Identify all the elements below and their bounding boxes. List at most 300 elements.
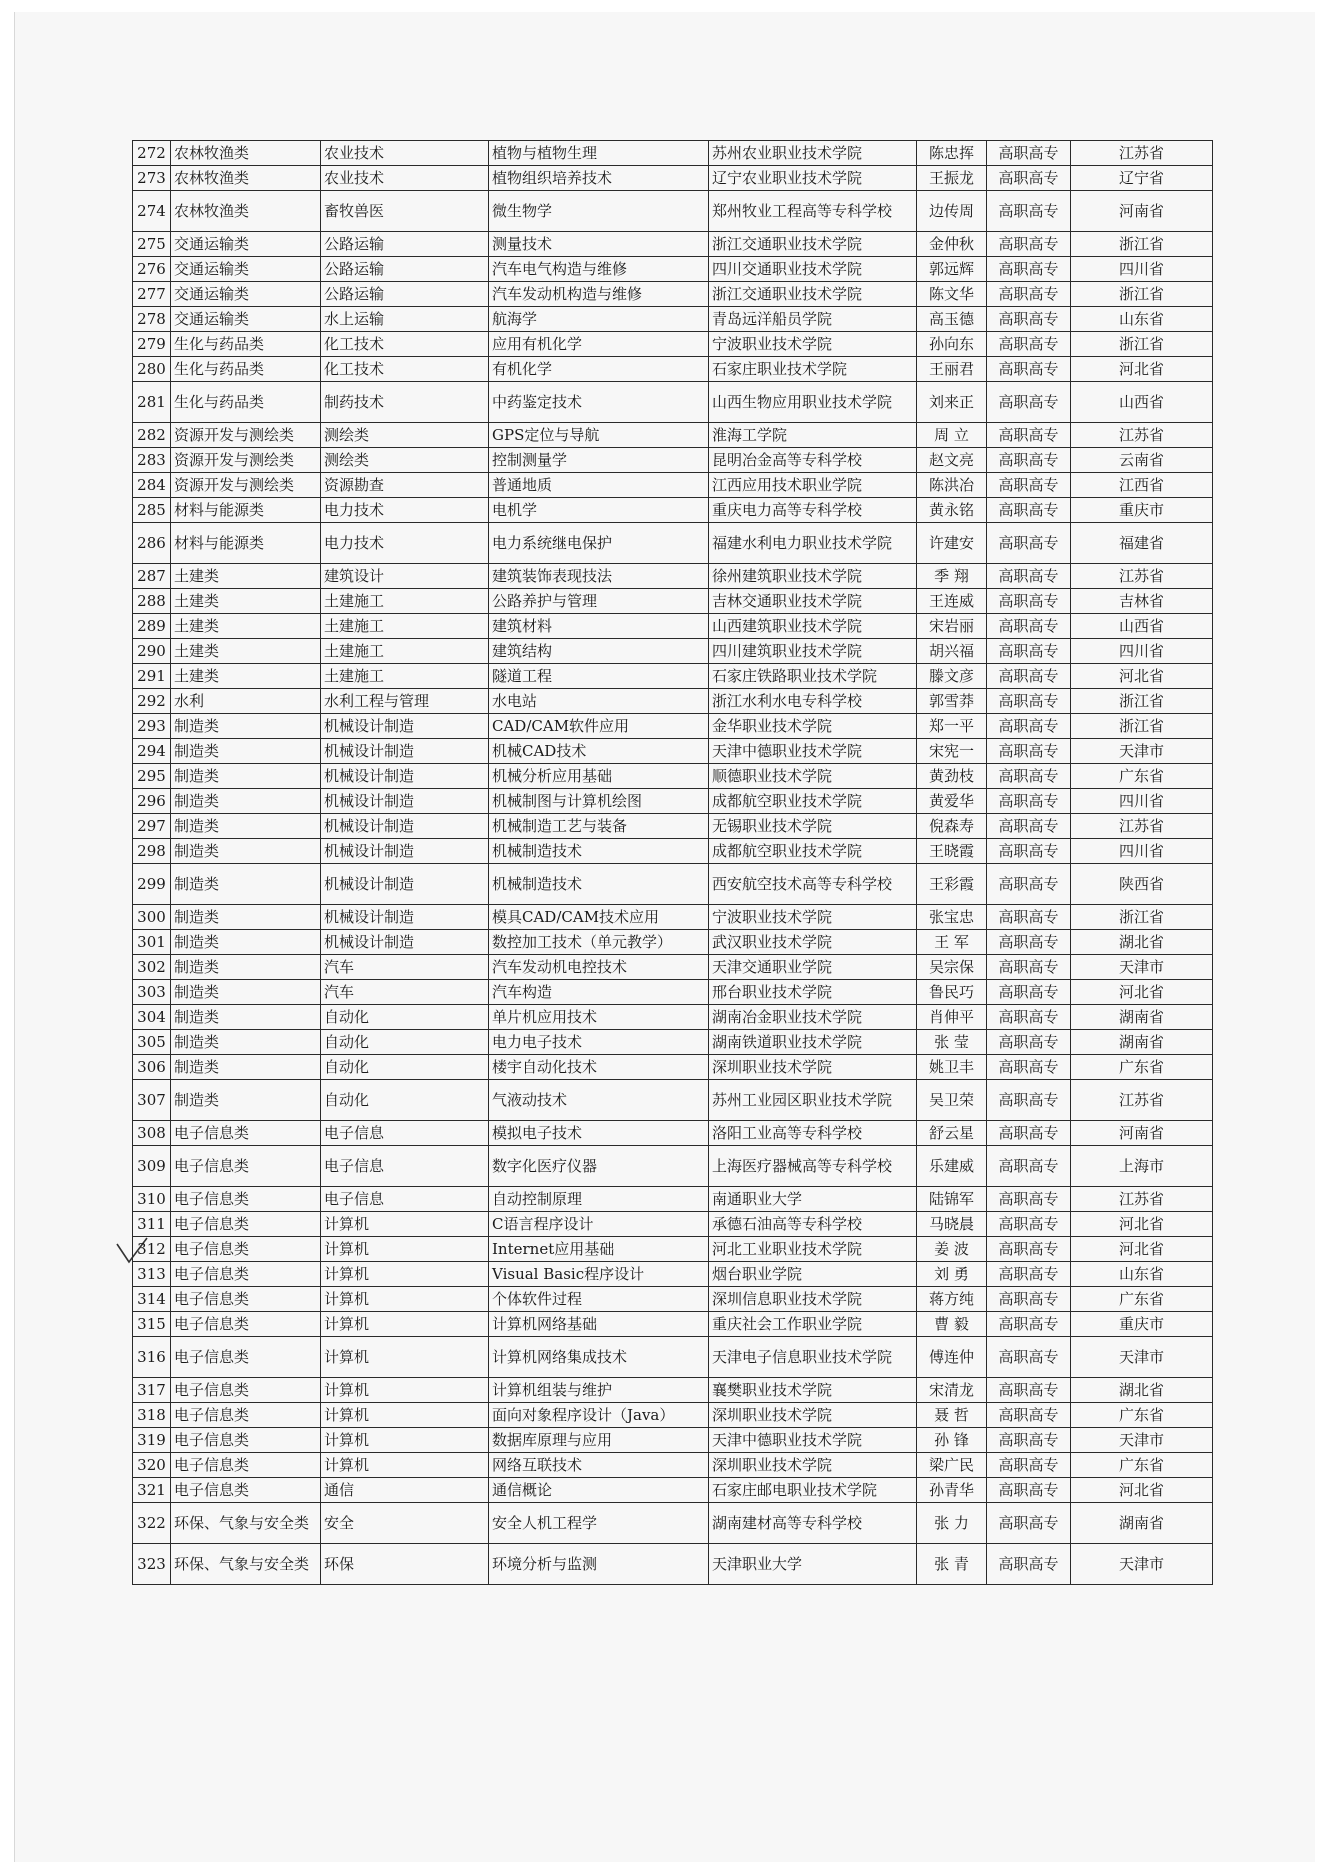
row-number: 272	[133, 141, 171, 166]
province-cell: 浙江省	[1071, 905, 1213, 930]
level-cell: 高职高专	[987, 332, 1071, 357]
province-cell: 山西省	[1071, 382, 1213, 423]
subcategory-cell: 测绘类	[321, 423, 489, 448]
level-cell: 高职高专	[987, 523, 1071, 564]
level-cell: 高职高专	[987, 1187, 1071, 1212]
province-cell: 广东省	[1071, 1287, 1213, 1312]
person-cell: 黄爱华	[917, 789, 987, 814]
category-cell: 环保、气象与安全类	[171, 1544, 321, 1585]
course-cell: 植物组织培养技术	[489, 166, 709, 191]
school-cell: 山西生物应用职业技术学院	[709, 382, 917, 423]
subcategory-cell: 环保	[321, 1544, 489, 1585]
table-row	[133, 980, 1213, 1005]
row-number: 287	[133, 564, 171, 589]
person-cell: 倪森寿	[917, 814, 987, 839]
person-cell: 蒋方纯	[917, 1287, 987, 1312]
level-cell: 高职高专	[987, 1503, 1071, 1544]
person-cell: 郭远辉	[917, 257, 987, 282]
category-cell: 制造类	[171, 789, 321, 814]
category-cell: 材料与能源类	[171, 523, 321, 564]
level-cell: 高职高专	[987, 257, 1071, 282]
table-row	[133, 1312, 1213, 1337]
person-cell: 郑一平	[917, 714, 987, 739]
province-cell: 浙江省	[1071, 689, 1213, 714]
subcategory-cell: 机械设计制造	[321, 739, 489, 764]
province-cell: 云南省	[1071, 448, 1213, 473]
province-cell: 广东省	[1071, 1403, 1213, 1428]
row-number: 316	[133, 1337, 171, 1378]
school-cell: 昆明冶金高等专科学校	[709, 448, 917, 473]
category-cell: 制造类	[171, 739, 321, 764]
course-cell: GPS定位与导航	[489, 423, 709, 448]
row-number: 284	[133, 473, 171, 498]
person-cell: 王丽君	[917, 357, 987, 382]
course-cell: 微生物学	[489, 191, 709, 232]
course-cell: 机械分析应用基础	[489, 764, 709, 789]
subcategory-cell: 计算机	[321, 1428, 489, 1453]
province-cell: 山东省	[1071, 1262, 1213, 1287]
table-row	[133, 714, 1213, 739]
row-number: 322	[133, 1503, 171, 1544]
school-cell: 烟台职业学院	[709, 1262, 917, 1287]
course-cell: C语言程序设计	[489, 1212, 709, 1237]
subcategory-cell: 土建施工	[321, 589, 489, 614]
table-row	[133, 382, 1213, 423]
category-cell: 电子信息类	[171, 1237, 321, 1262]
table-row	[133, 589, 1213, 614]
province-cell: 广东省	[1071, 1055, 1213, 1080]
table-row	[133, 1453, 1213, 1478]
category-cell: 电子信息类	[171, 1337, 321, 1378]
school-cell: 福建水利电力职业技术学院	[709, 523, 917, 564]
row-number: 291	[133, 664, 171, 689]
table-row	[133, 1287, 1213, 1312]
row-number: 274	[133, 191, 171, 232]
level-cell: 高职高专	[987, 839, 1071, 864]
province-cell: 天津市	[1071, 1337, 1213, 1378]
school-cell: 青岛远洋船员学院	[709, 307, 917, 332]
level-cell: 高职高专	[987, 1005, 1071, 1030]
row-number: 318	[133, 1403, 171, 1428]
province-cell: 湖南省	[1071, 1030, 1213, 1055]
category-cell: 土建类	[171, 639, 321, 664]
course-cell: 通信概论	[489, 1478, 709, 1503]
category-cell: 农林牧渔类	[171, 141, 321, 166]
subcategory-cell: 公路运输	[321, 232, 489, 257]
level-cell: 高职高专	[987, 589, 1071, 614]
person-cell: 孙青华	[917, 1478, 987, 1503]
course-cell: 楼宇自动化技术	[489, 1055, 709, 1080]
row-number: 308	[133, 1121, 171, 1146]
course-cell: Internet应用基础	[489, 1237, 709, 1262]
subcategory-cell: 机械设计制造	[321, 764, 489, 789]
row-number: 290	[133, 639, 171, 664]
school-cell: 深圳职业技术学院	[709, 1055, 917, 1080]
subcategory-cell: 汽车	[321, 955, 489, 980]
row-number: 314	[133, 1287, 171, 1312]
course-cell: 公路养护与管理	[489, 589, 709, 614]
course-cell: 建筑结构	[489, 639, 709, 664]
subcategory-cell: 计算机	[321, 1403, 489, 1428]
level-cell: 高职高专	[987, 980, 1071, 1005]
table-row	[133, 864, 1213, 905]
course-cell: 建筑装饰表现技法	[489, 564, 709, 589]
row-number: 298	[133, 839, 171, 864]
table-row	[133, 930, 1213, 955]
table-row	[133, 789, 1213, 814]
category-cell: 电子信息类	[171, 1428, 321, 1453]
province-cell: 福建省	[1071, 523, 1213, 564]
subcategory-cell: 土建施工	[321, 639, 489, 664]
level-cell: 高职高专	[987, 141, 1071, 166]
table-row	[133, 1121, 1213, 1146]
course-cell: 自动控制原理	[489, 1187, 709, 1212]
row-number: 283	[133, 448, 171, 473]
row-number: 297	[133, 814, 171, 839]
subcategory-cell: 计算机	[321, 1287, 489, 1312]
person-cell: 宋宪一	[917, 739, 987, 764]
course-cell: 机械CAD技术	[489, 739, 709, 764]
school-cell: 武汉职业技术学院	[709, 930, 917, 955]
subcategory-cell: 畜牧兽医	[321, 191, 489, 232]
school-cell: 无锡职业技术学院	[709, 814, 917, 839]
table-row	[133, 1478, 1213, 1503]
row-number: 289	[133, 614, 171, 639]
course-cell: 计算机网络集成技术	[489, 1337, 709, 1378]
province-cell: 河北省	[1071, 664, 1213, 689]
row-number: 317	[133, 1378, 171, 1403]
level-cell: 高职高专	[987, 789, 1071, 814]
category-cell: 生化与药品类	[171, 332, 321, 357]
subcategory-cell: 计算机	[321, 1453, 489, 1478]
course-cell: 航海学	[489, 307, 709, 332]
school-cell: 辽宁农业职业技术学院	[709, 166, 917, 191]
person-cell: 赵文亮	[917, 448, 987, 473]
course-cell: 机械制图与计算机绘图	[489, 789, 709, 814]
table-row	[133, 639, 1213, 664]
category-cell: 交通运输类	[171, 257, 321, 282]
province-cell: 四川省	[1071, 257, 1213, 282]
level-cell: 高职高专	[987, 1237, 1071, 1262]
school-cell: 四川交通职业技术学院	[709, 257, 917, 282]
level-cell: 高职高专	[987, 1055, 1071, 1080]
province-cell: 广东省	[1071, 1453, 1213, 1478]
course-cell: 控制测量学	[489, 448, 709, 473]
person-cell: 王彩霞	[917, 864, 987, 905]
province-cell: 河北省	[1071, 357, 1213, 382]
person-cell: 季 翔	[917, 564, 987, 589]
row-number: 309	[133, 1146, 171, 1187]
course-cell: 汽车发动机构造与维修	[489, 282, 709, 307]
person-cell: 滕文彦	[917, 664, 987, 689]
course-cell: 有机化学	[489, 357, 709, 382]
province-cell: 陕西省	[1071, 864, 1213, 905]
row-number: 293	[133, 714, 171, 739]
school-cell: 苏州农业职业技术学院	[709, 141, 917, 166]
province-cell: 河南省	[1071, 1121, 1213, 1146]
level-cell: 高职高专	[987, 1287, 1071, 1312]
school-cell: 洛阳工业高等专科学校	[709, 1121, 917, 1146]
province-cell: 江苏省	[1071, 141, 1213, 166]
table-row	[133, 307, 1213, 332]
subcategory-cell: 电子信息	[321, 1187, 489, 1212]
level-cell: 高职高专	[987, 232, 1071, 257]
row-number: 319	[133, 1428, 171, 1453]
category-cell: 交通运输类	[171, 282, 321, 307]
province-cell: 浙江省	[1071, 282, 1213, 307]
course-cell: 电力电子技术	[489, 1030, 709, 1055]
level-cell: 高职高专	[987, 307, 1071, 332]
level-cell: 高职高专	[987, 166, 1071, 191]
course-cell: 计算机网络基础	[489, 1312, 709, 1337]
level-cell: 高职高专	[987, 1428, 1071, 1453]
row-number: 294	[133, 739, 171, 764]
level-cell: 高职高专	[987, 1080, 1071, 1121]
row-number: 304	[133, 1005, 171, 1030]
category-cell: 资源开发与测绘类	[171, 423, 321, 448]
course-cell: 数字化医疗仪器	[489, 1146, 709, 1187]
level-cell: 高职高专	[987, 191, 1071, 232]
row-number: 299	[133, 864, 171, 905]
table-row	[133, 1005, 1213, 1030]
school-cell: 邢台职业技术学院	[709, 980, 917, 1005]
row-number: 321	[133, 1478, 171, 1503]
subcategory-cell: 机械设计制造	[321, 864, 489, 905]
table-row	[133, 473, 1213, 498]
subcategory-cell: 公路运输	[321, 257, 489, 282]
category-cell: 制造类	[171, 839, 321, 864]
level-cell: 高职高专	[987, 714, 1071, 739]
row-number: 306	[133, 1055, 171, 1080]
category-cell: 电子信息类	[171, 1212, 321, 1237]
table-row	[133, 232, 1213, 257]
province-cell: 四川省	[1071, 839, 1213, 864]
school-cell: 天津交通职业学院	[709, 955, 917, 980]
subcategory-cell: 公路运输	[321, 282, 489, 307]
school-cell: 淮海工学院	[709, 423, 917, 448]
table-row	[133, 257, 1213, 282]
category-cell: 制造类	[171, 714, 321, 739]
course-cell: 网络互联技术	[489, 1453, 709, 1478]
subcategory-cell: 计算机	[321, 1237, 489, 1262]
table-row	[133, 1428, 1213, 1453]
subcategory-cell: 计算机	[321, 1262, 489, 1287]
category-cell: 电子信息类	[171, 1312, 321, 1337]
person-cell: 陈文华	[917, 282, 987, 307]
province-cell: 河北省	[1071, 1478, 1213, 1503]
table-row	[133, 1378, 1213, 1403]
row-number: 276	[133, 257, 171, 282]
level-cell: 高职高专	[987, 739, 1071, 764]
course-cell: CAD/CAM软件应用	[489, 714, 709, 739]
row-number: 300	[133, 905, 171, 930]
category-cell: 资源开发与测绘类	[171, 473, 321, 498]
subcategory-cell: 测绘类	[321, 448, 489, 473]
province-cell: 天津市	[1071, 739, 1213, 764]
person-cell: 周 立	[917, 423, 987, 448]
person-cell: 边传周	[917, 191, 987, 232]
course-cell: 气液动技术	[489, 1080, 709, 1121]
category-cell: 交通运输类	[171, 232, 321, 257]
table-row	[133, 448, 1213, 473]
table-row	[133, 141, 1213, 166]
table-row	[133, 1503, 1213, 1544]
province-cell: 天津市	[1071, 1544, 1213, 1585]
row-number: 295	[133, 764, 171, 789]
table-body	[133, 141, 1213, 1585]
person-cell: 舒云星	[917, 1121, 987, 1146]
table-row	[133, 166, 1213, 191]
subcategory-cell: 机械设计制造	[321, 814, 489, 839]
table-row	[133, 332, 1213, 357]
person-cell: 陈洪冶	[917, 473, 987, 498]
category-cell: 制造类	[171, 930, 321, 955]
province-cell: 重庆市	[1071, 498, 1213, 523]
table-row	[133, 498, 1213, 523]
row-number: 285	[133, 498, 171, 523]
level-cell: 高职高专	[987, 1212, 1071, 1237]
row-number: 275	[133, 232, 171, 257]
level-cell: 高职高专	[987, 1262, 1071, 1287]
person-cell: 张 青	[917, 1544, 987, 1585]
province-cell: 天津市	[1071, 1428, 1213, 1453]
course-cell: 单片机应用技术	[489, 1005, 709, 1030]
subcategory-cell: 水上运输	[321, 307, 489, 332]
category-cell: 制造类	[171, 1080, 321, 1121]
subcategory-cell: 土建施工	[321, 664, 489, 689]
category-cell: 材料与能源类	[171, 498, 321, 523]
category-cell: 环保、气象与安全类	[171, 1503, 321, 1544]
province-cell: 湖北省	[1071, 1378, 1213, 1403]
row-number: 301	[133, 930, 171, 955]
school-cell: 宁波职业技术学院	[709, 332, 917, 357]
course-cell: 机械制造技术	[489, 839, 709, 864]
province-cell: 辽宁省	[1071, 166, 1213, 191]
school-cell: 南通职业大学	[709, 1187, 917, 1212]
province-cell: 江苏省	[1071, 1187, 1213, 1212]
level-cell: 高职高专	[987, 664, 1071, 689]
row-number: 277	[133, 282, 171, 307]
row-number: 302	[133, 955, 171, 980]
category-cell: 交通运输类	[171, 307, 321, 332]
table-row	[133, 1030, 1213, 1055]
person-cell: 胡兴福	[917, 639, 987, 664]
person-cell: 刘来正	[917, 382, 987, 423]
table-row	[133, 1187, 1213, 1212]
table-row	[133, 664, 1213, 689]
table-row	[133, 1337, 1213, 1378]
table-row	[133, 191, 1213, 232]
level-cell: 高职高专	[987, 814, 1071, 839]
subcategory-cell: 通信	[321, 1478, 489, 1503]
row-number: 320	[133, 1453, 171, 1478]
row-number: 311	[133, 1212, 171, 1237]
level-cell: 高职高专	[987, 1544, 1071, 1585]
course-cell: 汽车发动机电控技术	[489, 955, 709, 980]
province-cell: 湖南省	[1071, 1503, 1213, 1544]
person-cell: 黄永铭	[917, 498, 987, 523]
course-cell: 环境分析与监测	[489, 1544, 709, 1585]
school-cell: 成都航空职业技术学院	[709, 789, 917, 814]
subcategory-cell: 机械设计制造	[321, 789, 489, 814]
category-cell: 制造类	[171, 764, 321, 789]
province-cell: 四川省	[1071, 639, 1213, 664]
province-cell: 山西省	[1071, 614, 1213, 639]
course-cell: 模拟电子技术	[489, 1121, 709, 1146]
province-cell: 河南省	[1071, 191, 1213, 232]
person-cell: 傅连仲	[917, 1337, 987, 1378]
course-cell: 模具CAD/CAM技术应用	[489, 905, 709, 930]
province-cell: 湖北省	[1071, 930, 1213, 955]
school-cell: 吉林交通职业技术学院	[709, 589, 917, 614]
subcategory-cell: 水利工程与管理	[321, 689, 489, 714]
level-cell: 高职高专	[987, 1478, 1071, 1503]
school-cell: 深圳职业技术学院	[709, 1453, 917, 1478]
table-row	[133, 1212, 1213, 1237]
row-number: 312	[133, 1237, 171, 1262]
table-row	[133, 523, 1213, 564]
table-row	[133, 1146, 1213, 1187]
person-cell: 许建安	[917, 523, 987, 564]
category-cell: 制造类	[171, 905, 321, 930]
category-cell: 制造类	[171, 1005, 321, 1030]
person-cell: 刘 勇	[917, 1262, 987, 1287]
category-cell: 制造类	[171, 1055, 321, 1080]
subcategory-cell: 自动化	[321, 1005, 489, 1030]
person-cell: 王振龙	[917, 166, 987, 191]
province-cell: 江西省	[1071, 473, 1213, 498]
course-cell: 应用有机化学	[489, 332, 709, 357]
course-cell: 机械制造工艺与装备	[489, 814, 709, 839]
subcategory-cell: 汽车	[321, 980, 489, 1005]
category-cell: 制造类	[171, 980, 321, 1005]
table-row	[133, 1544, 1213, 1585]
category-cell: 水利	[171, 689, 321, 714]
school-cell: 天津电子信息职业技术学院	[709, 1337, 917, 1378]
category-cell: 电子信息类	[171, 1403, 321, 1428]
level-cell: 高职高专	[987, 282, 1071, 307]
school-cell: 山西建筑职业技术学院	[709, 614, 917, 639]
person-cell: 郭雪莽	[917, 689, 987, 714]
course-cell: 植物与植物生理	[489, 141, 709, 166]
person-cell: 鲁民巧	[917, 980, 987, 1005]
subcategory-cell: 电子信息	[321, 1146, 489, 1187]
category-cell: 电子信息类	[171, 1378, 321, 1403]
level-cell: 高职高专	[987, 905, 1071, 930]
province-cell: 浙江省	[1071, 332, 1213, 357]
table-row	[133, 955, 1213, 980]
subcategory-cell: 自动化	[321, 1055, 489, 1080]
province-cell: 浙江省	[1071, 714, 1213, 739]
level-cell: 高职高专	[987, 1312, 1071, 1337]
level-cell: 高职高专	[987, 448, 1071, 473]
level-cell: 高职高专	[987, 423, 1071, 448]
row-number: 286	[133, 523, 171, 564]
province-cell: 广东省	[1071, 764, 1213, 789]
category-cell: 生化与药品类	[171, 382, 321, 423]
subcategory-cell: 电力技术	[321, 523, 489, 564]
category-cell: 电子信息类	[171, 1453, 321, 1478]
row-number: 279	[133, 332, 171, 357]
province-cell: 河北省	[1071, 1237, 1213, 1262]
subcategory-cell: 资源勘查	[321, 473, 489, 498]
level-cell: 高职高专	[987, 357, 1071, 382]
school-cell: 石家庄邮电职业技术学院	[709, 1478, 917, 1503]
subcategory-cell: 农业技术	[321, 166, 489, 191]
table-row	[133, 764, 1213, 789]
table-row	[133, 905, 1213, 930]
school-cell: 承德石油高等专科学校	[709, 1212, 917, 1237]
